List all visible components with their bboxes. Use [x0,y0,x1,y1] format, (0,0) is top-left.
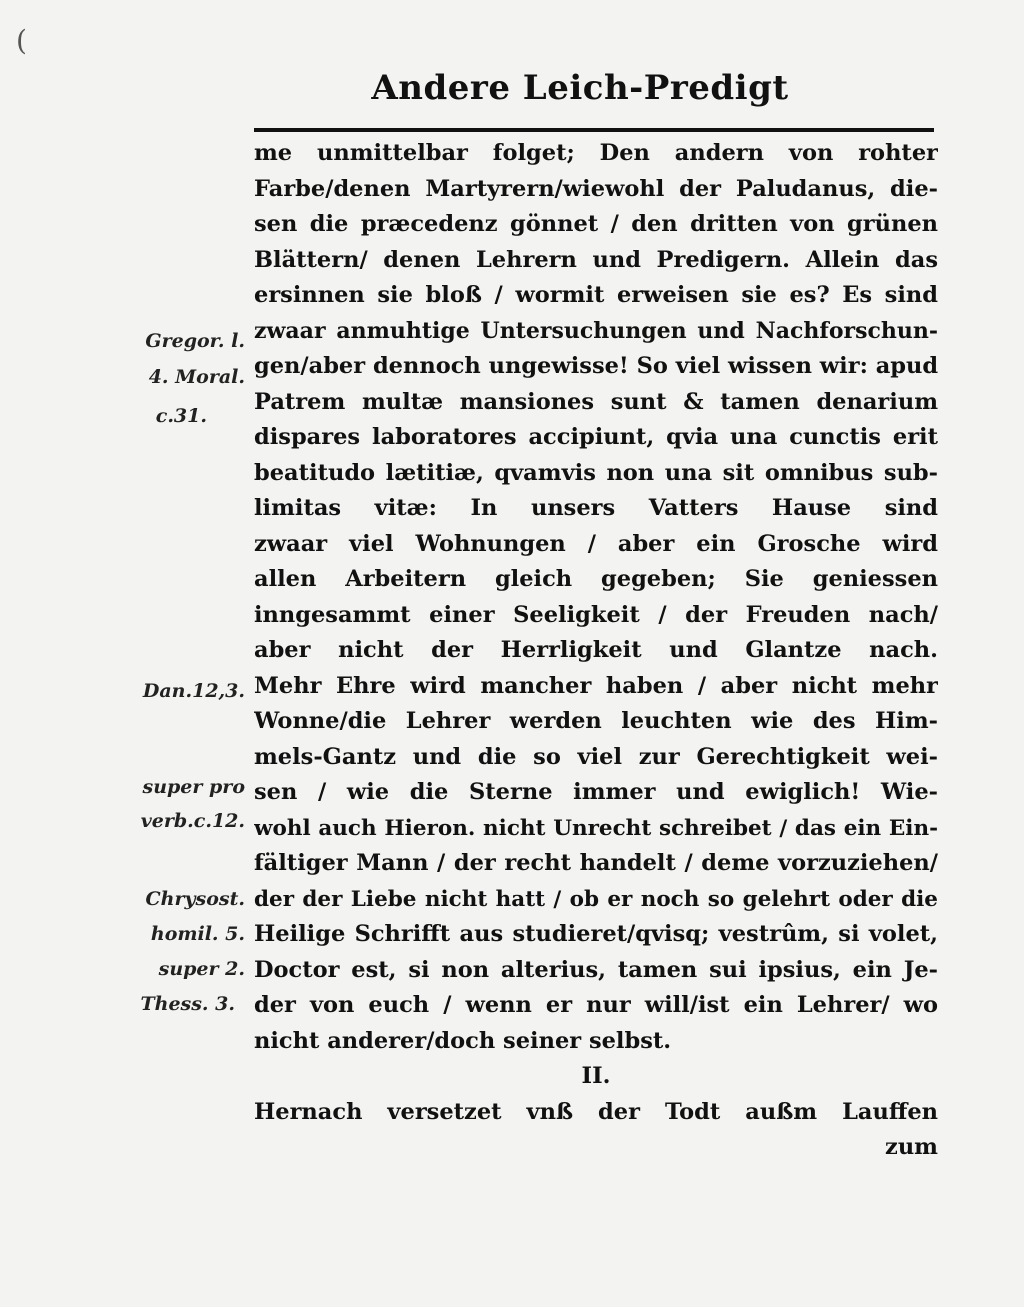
text-line: ersinnen sie bloß / wormit erweisen sie es? Es sind [254,282,938,308]
text-line: Doctor est, si non alterius, tamen sui ipsius, ein Je- [254,956,938,983]
running-header: Andere Leich-Predigt [371,68,789,108]
text-line: me unmittelbar folget; Den andern von rohter [254,140,938,166]
text-line: dispares laboratores accipiunt, qvia una cunctis erit [254,424,938,450]
text-line: fältiger Mann / der recht handelt / deme vorzuziehen/ [254,850,938,876]
margin-note: super pro [142,776,245,798]
text-line: Wonne/die Lehrer werden leuchten wie des Him- [254,708,938,734]
text-line: Mehr Ehre wird mancher haben / aber nicht mehr [254,672,938,699]
section-numeral: II. [581,1063,611,1089]
margin-note: Chrysost. [145,888,245,910]
catchword: zum [885,1134,938,1160]
text-line: zwaar anmuhtige Untersuchungen und Nachforschun- [254,317,938,344]
body-text [254,136,938,1166]
text-line: mels-Gantz und die so viel zur Gerechtigkeit wei- [254,743,938,770]
margin-note: 4. Moral. [148,366,245,388]
text-line: Blättern/ denen Lehrern und Predigern. Allein das [254,246,938,273]
text-line: inngesammt einer Seeligkeit / der Freuden nach/ [254,601,938,628]
text-line: der von euch / wenn er nur will/ist ein Lehrer/ wo [254,992,938,1018]
margin-note: super 2. [158,958,245,980]
margin-note: homil. 5. [150,923,245,945]
text-line: limitas vitæ: In unsers Vatters Hause sind [254,495,938,521]
text-line: Farbe/denen Martyrern/wiewohl der Paludanus, die- [254,175,938,202]
text-line: sen die præcedenz gönnet / den dritten von grünen [254,211,938,237]
margin-note: Dan.12,3. [142,680,245,702]
text-line: der der Liebe nicht hatt / ob er noch so gelehrt oder die [254,886,938,912]
margin-note: Gregor. l. [145,330,245,352]
margin-note: c.31. [155,405,207,427]
text-line: zwaar viel Wohnungen / aber ein Grosche wird [254,530,938,557]
text-line: allen Arbeitern gleich gegeben; Sie geniessen [254,566,938,592]
text-line: gen/aber dennoch ungewisse! So viel wissen wir: apud [254,353,938,379]
text-line: wohl auch Hieron. nicht Unrecht schreibet / das ein Ein- [254,815,938,841]
edge-mark-top-left: ( [16,24,27,57]
margin-note: Thess. 3. [140,993,235,1015]
margin-note: verb.c.12. [140,810,245,832]
text-line: Hernach versetzet vnß der Todt außm Lauffen [254,1098,938,1125]
text-line: nicht anderer/doch seiner selbst. [254,1027,672,1054]
header-rule [254,128,934,132]
text-line: aber nicht der Herrligkeit und Glantze nach. [254,637,938,663]
text-line: Patrem multæ mansiones sunt & tamen denarium [254,388,938,415]
text-line: sen / wie die Sterne immer und ewiglich! Wie- [254,779,938,805]
text-line: Heilige Schrifft aus studieret/qvisq; vestrûm, si volet, [254,921,938,947]
text-line: beatitudo lætitiæ, qvamvis non una sit omnibus sub- [254,459,938,486]
